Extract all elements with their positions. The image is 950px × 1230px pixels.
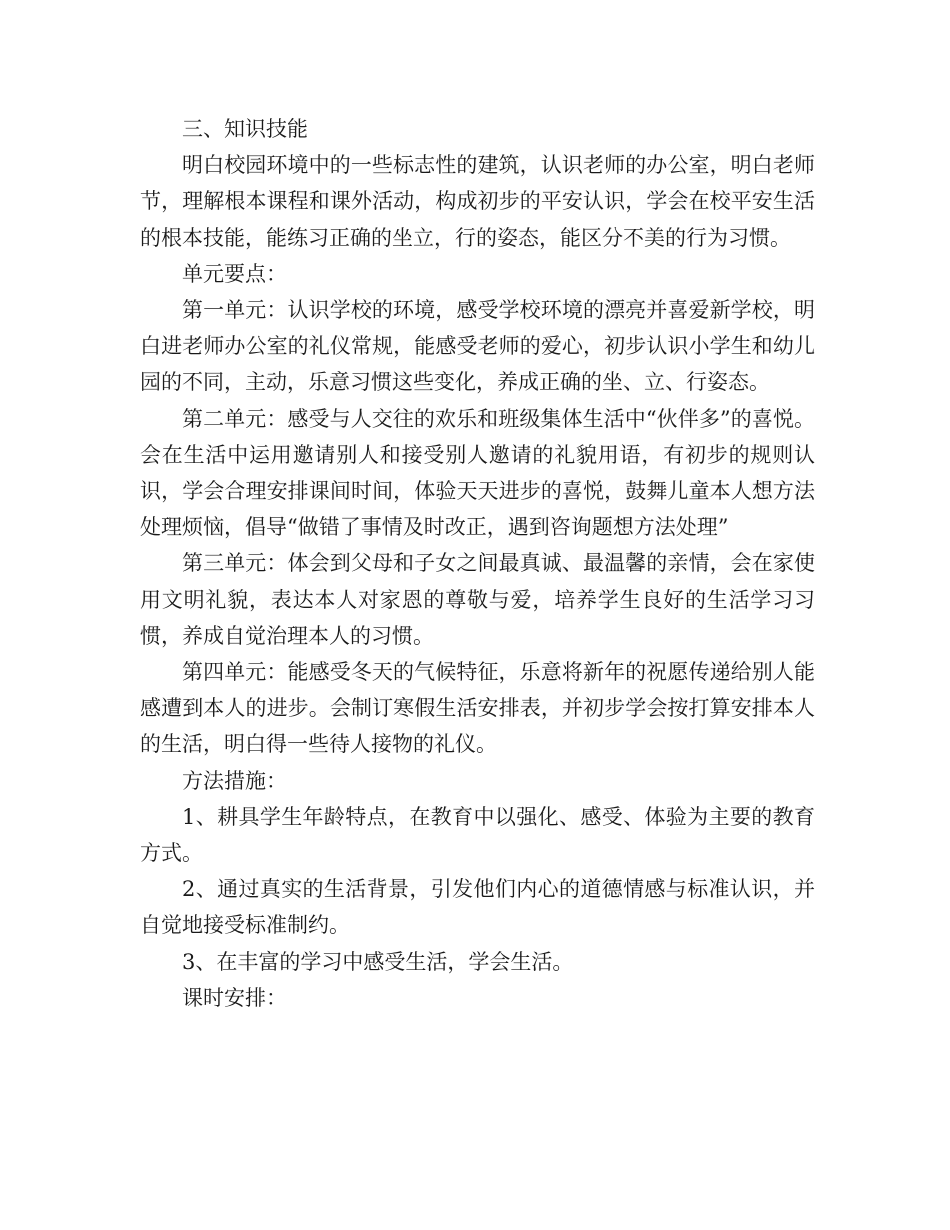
heading-unit-points: 单元要点： xyxy=(182,261,287,286)
method-item-1: 1、耕具学生年龄特点，在教育中以强化、感受、体验为主要的教育方式。 xyxy=(140,804,815,866)
paragraph-unit-3: 第三单元：体会到父母和子女之间最真诚、最温馨的亲情，会在家使用文明礼貌，表达本人对家恩的尊敬与爱，培养学生良好的生活学习习惯，养成自觉治理本人的习惯。 xyxy=(140,551,815,648)
paragraph-unit-4: 第四单元：能感受冬天的气候特征，乐意将新年的祝愿传递给别人能感遭到本人的进步。会制订寒假生活安排表，并初步学会按打算安排本人的生活，明白得一些待人接物的礼仪。 xyxy=(140,660,815,757)
method-item-3: 3、在丰富的学习中感受生活，学会生活。 xyxy=(182,949,574,974)
heading-methods: 方法措施： xyxy=(182,768,287,793)
method-item-2: 2、通过真实的生活背景，引发他们内心的道德情感与标准认识，并自觉地接受标准制约。 xyxy=(140,877,815,938)
document-page xyxy=(140,111,815,1016)
paragraph-unit-1: 第一单元：认识学校的环境，感受学校环境的漂亮并喜爱新学校，明白进老师办公室的礼仪常规，能感受老师的爱心，初步认识小学生和幼儿园的不同，主动，乐意习惯这些变化，养成正确的坐、立、行姿态。 xyxy=(140,298,815,395)
paragraph-knowledge-skills: 明白校园环境中的一些标志性的建筑，认识老师的办公室，明白老师节，理解根本课程和课外活动，构成初步的平安认识，学会在校平安生活的根本技能，能练习正确的坐立，行的姿态，能区分不美的行为习惯。 xyxy=(140,153,815,250)
heading-schedule: 课时安排： xyxy=(182,985,287,1010)
section-heading-knowledge-skills: 三、知识技能 xyxy=(182,117,308,141)
paragraph-unit-2: 第二单元：感受与人交往的欢乐和班级集体生活中“伙伴多”的喜悦。会在生活中运用邀请别人和接受别人邀请的礼貌用语，有初步的规则认识，学会合理安排课间时间，体验天天进步的喜悦，鼓舞儿童本人想方法处理烦恼，倡导“做错了事情及时改正，遇到咨询题想方法处理” xyxy=(140,406,815,540)
